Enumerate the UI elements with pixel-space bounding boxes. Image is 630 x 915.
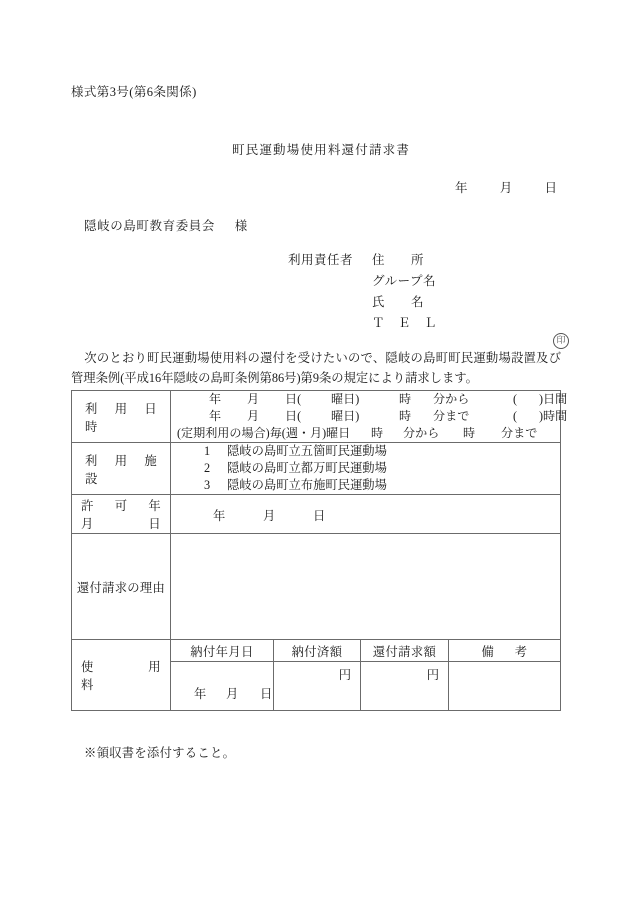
fee-label-cell <box>72 640 187 711</box>
permit-date-label: 許 可 年 月 日 <box>81 499 174 531</box>
permit-date-year: 年 <box>213 509 226 523</box>
fee-column-header-paid-amount: 納付済額 <box>274 640 361 662</box>
facility-option-2[interactable] <box>171 460 560 477</box>
regular-use-hour-from: 時 <box>371 426 384 440</box>
regular-use-minute-from: 分から <box>403 426 440 440</box>
table-row-usage-datetime <box>72 391 561 443</box>
usage-start-year: 年 <box>209 392 222 406</box>
usage-datetime-value-cell[interactable] <box>171 391 568 443</box>
table-row-reason <box>72 534 561 640</box>
fee-label: 使 用 料 <box>81 660 187 692</box>
usage-start-month: 月 <box>247 392 260 406</box>
body-paragraph-line2: 条例(平成16年隠岐の島町条例第86号)第9条の規定により請求します。 <box>95 371 478 385</box>
usage-end-month: 月 <box>247 409 260 423</box>
group-name-label: グループ名 <box>372 274 437 288</box>
fee-pay-date-day: 日 <box>260 687 273 701</box>
usage-start-hour: 時 <box>399 392 412 406</box>
fee-pay-date-cell[interactable] <box>171 662 274 711</box>
usage-hours-unit: )時間 <box>539 409 568 423</box>
body-paragraph <box>71 348 561 388</box>
addressee <box>84 216 248 234</box>
address-label: 住 所 <box>372 253 425 267</box>
fee-column-header-pay-date: 納付年月日 <box>171 640 274 662</box>
facility-label: 利 用 施 設 <box>85 453 170 486</box>
reason-label: 還付請求の理由 <box>76 580 166 595</box>
form-number: 様式第3号(第6条関係) <box>71 85 197 99</box>
facility-option-2-name: 隠岐の島町立都万町民運動場 <box>227 461 387 475</box>
usage-datetime-label: 利 用 日 時 <box>85 401 170 434</box>
permit-date-day: 日 <box>313 509 326 523</box>
page-title-text: 町民運動場使用料還付請求書 <box>231 143 411 157</box>
facility-option-1[interactable] <box>171 443 560 460</box>
regular-use-weekday: 曜日 <box>326 426 351 440</box>
usage-end-weekday: 曜日) <box>331 409 360 423</box>
table-row-fee-header <box>72 640 561 662</box>
submission-date-line <box>455 178 557 196</box>
usage-hours-paren-open: ( <box>513 409 518 423</box>
regular-use-prefix: (定期利用の場合)毎(週・月) <box>177 426 327 440</box>
fee-column-header-remarks <box>449 640 561 662</box>
usage-days-unit: )日間 <box>539 392 568 406</box>
permit-date-month: 月 <box>263 509 276 523</box>
facility-option-3[interactable] <box>171 477 560 494</box>
usage-end-day: 日( <box>285 409 302 423</box>
fee-pay-date-month: 月 <box>226 687 239 701</box>
footnote: ※領収書を添付すること。 <box>84 746 236 760</box>
page-title <box>0 140 630 158</box>
usage-datetime-line-3 <box>171 425 560 442</box>
fee-column-header-remarks-text: 備 考 <box>481 644 528 659</box>
fee-pay-date-year: 年 <box>194 687 207 701</box>
permit-date-label-cell <box>72 495 174 534</box>
fee-column-header-refund-amount: 還付請求額 <box>361 640 449 662</box>
fee-paid-amount-currency: 円 <box>338 668 351 682</box>
fee-remarks-cell[interactable] <box>449 662 561 711</box>
seal-stamp-icon: 印 <box>553 333 569 349</box>
facility-options-cell[interactable] <box>171 443 561 495</box>
usage-days-paren-open: ( <box>513 392 518 406</box>
facility-label-cell <box>72 443 171 495</box>
addressee-organization: 隠岐の島町教育委員会 <box>84 219 216 233</box>
fee-paid-amount-cell[interactable] <box>274 662 361 711</box>
submission-date-year: 年 <box>455 181 468 195</box>
permit-date-value-cell[interactable] <box>171 495 561 534</box>
facility-option-3-name: 隠岐の島町立布施町民運動場 <box>227 478 387 492</box>
table-row-facility <box>72 443 561 495</box>
facility-option-1-number: 1 <box>204 444 211 458</box>
name-label: 氏 名 <box>372 295 425 309</box>
table-row-permit-date <box>72 495 561 534</box>
body-paragraph-line1: 次のとおり町民運動場使用料の還付を受けたいので、隠岐の島町町民運動場設置及び管理 <box>71 351 561 385</box>
facility-option-2-number: 2 <box>204 461 211 475</box>
usage-datetime-line-2 <box>171 408 568 425</box>
usage-datetime-line-1 <box>171 391 568 408</box>
regular-use-hour-to: 時 <box>463 426 476 440</box>
usage-start-minute: 分から <box>433 392 470 406</box>
usage-end-year: 年 <box>209 409 222 423</box>
addressee-honorific: 様 <box>234 219 248 233</box>
regular-use-minute-to: 分まで <box>501 426 538 440</box>
submission-date-day: 日 <box>544 181 558 195</box>
usage-end-hour: 時 <box>399 409 412 423</box>
usage-datetime-label-cell <box>72 391 171 443</box>
telephone-label: Ｔ Ｅ Ｌ <box>372 316 438 330</box>
fee-refund-amount-currency: 円 <box>426 668 439 682</box>
reason-label-cell <box>72 534 171 640</box>
reason-value-cell[interactable] <box>171 534 561 640</box>
refund-request-table <box>71 390 568 711</box>
fee-refund-amount-cell[interactable] <box>361 662 449 711</box>
usage-end-minute: 分まで <box>433 409 470 423</box>
responsible-person-label: 利用責任者 <box>288 253 354 267</box>
facility-option-3-number: 3 <box>204 478 211 492</box>
submission-date-month: 月 <box>499 181 513 195</box>
usage-start-day: 日( <box>285 392 302 406</box>
usage-start-weekday: 曜日) <box>331 392 360 406</box>
facility-option-1-name: 隠岐の島町立五箇町民運動場 <box>227 444 387 458</box>
